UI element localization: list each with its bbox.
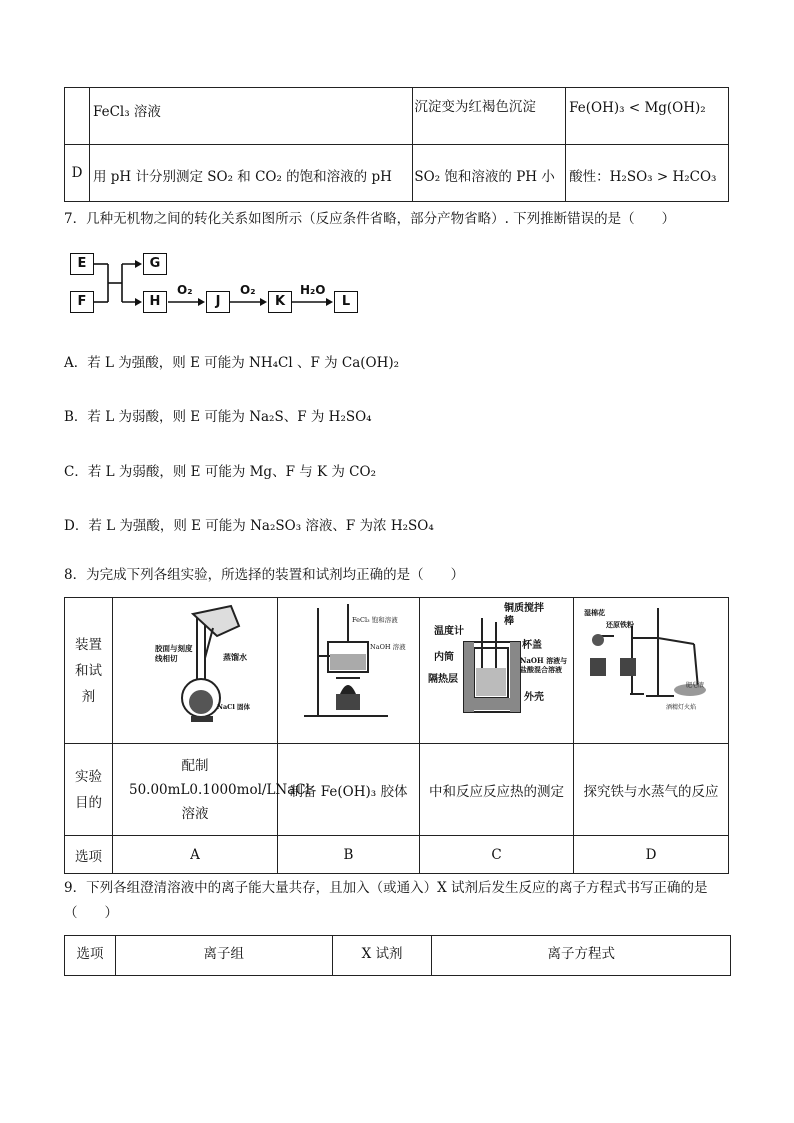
cell-conclusion: 酸性：H₂SO₃ > H₂CO₃ [566, 145, 729, 202]
purpose-d: 探究铁与水蒸气的反应 [574, 744, 729, 836]
q7-stem: 7．几种无机物之间的转化关系如图所示（反应条件省略，部分产物省略）. 下列推断错误的是（ ） [64, 211, 676, 227]
q7-option-a: A．若 L 为强酸，则 E 可能为 NH₄Cl 、F 为 Ca(OH)₂ [64, 355, 400, 371]
q8-table [64, 597, 729, 874]
volumetric-flask-sketch [113, 598, 277, 739]
arrow-label-o2: O₂ [240, 283, 256, 297]
node-k: K [268, 291, 292, 313]
cell-option-d: D [65, 145, 90, 202]
q7-option-b: B．若 L 为弱酸，则 E 可能为 Na₂S、F 为 H₂SO₄ [64, 409, 372, 425]
row-header-purpose: 实验目的 [65, 744, 113, 836]
header-ion-group: 离子组 [115, 936, 332, 976]
apparatus-d: 湿棉花 还原铁粉 肥皂液 酒精灯火焰 [574, 598, 729, 744]
row-header-apparatus: 装置和试剂 [65, 598, 113, 744]
q9-stem-line1: 9．下列各组澄清溶液中的离子能大量共存，且加入（或通入）X 试剂后发生反应的离子方程式书写正确的是 [64, 880, 708, 896]
option-d: D [574, 836, 729, 874]
purpose-b: 制备 Fe(OH)₃ 胶体 [278, 744, 420, 836]
arrow-label-o2: O₂ [177, 283, 193, 297]
iron-steam-sketch [574, 598, 728, 739]
apparatus-a: 胶面与刻度线相切 蒸馏水 NaCl 固体 [113, 598, 278, 744]
cell-phenomenon: SO₂ 饱和溶液的 PH 小 [413, 145, 566, 202]
cell-empty [65, 88, 90, 145]
q9-stem-line2: （ ） [64, 905, 118, 921]
q7-option-c: C．若 L 为弱酸，则 E 可能为 Mg、F 与 K 为 CO₂ [64, 464, 376, 480]
q9-table [64, 935, 731, 976]
node-e: E [70, 253, 94, 275]
node-j: J [206, 291, 230, 313]
apparatus-c: 温度计 铜质搅拌棒 杯盖 内筒 NaOH 溶液与盐酸混合溶液 隔热层 外壳 [420, 598, 574, 744]
top-table [64, 87, 729, 202]
row-header-option: 选项 [65, 836, 113, 874]
option-b: B [278, 836, 420, 874]
cell-operation: 用 pH 计分别测定 SO₂ 和 CO₂ 的饱和溶液的 pH [89, 145, 412, 202]
node-l: L [334, 291, 358, 313]
q8-stem: 8．为完成下列各组实验，所选择的装置和试剂均正确的是（ ） [64, 567, 465, 583]
purpose-c: 中和反应反应热的测定 [420, 744, 574, 836]
option-a: A [113, 836, 278, 874]
arrow-label-h2o: H₂O [300, 283, 326, 297]
node-g: G [143, 253, 167, 275]
cell-phenomenon: 沉淀变为红褐色沉淀 [413, 88, 566, 145]
header-ion-equation: 离子方程式 [432, 936, 731, 976]
node-h: H [143, 291, 167, 313]
header-x-reagent: X 试剂 [332, 936, 432, 976]
q7-option-d: D．若 L 为强酸，则 E 可能为 Na₂SO₃ 溶液、F 为浓 H₂SO₄ [64, 518, 434, 534]
header-option: 选项 [65, 936, 116, 976]
cell-conclusion: Fe(OH)₃ < Mg(OH)₂ [566, 88, 729, 145]
cell-reagent: FeCl₃ 溶液 [89, 88, 412, 145]
apparatus-b: FeCl₃ 饱和溶液 NaOH 溶液 [278, 598, 420, 744]
node-f: F [70, 291, 94, 313]
purpose-a: 配制 50.00mL0.1000mol/LNaCl 溶液 [113, 744, 278, 836]
option-c: C [420, 836, 574, 874]
